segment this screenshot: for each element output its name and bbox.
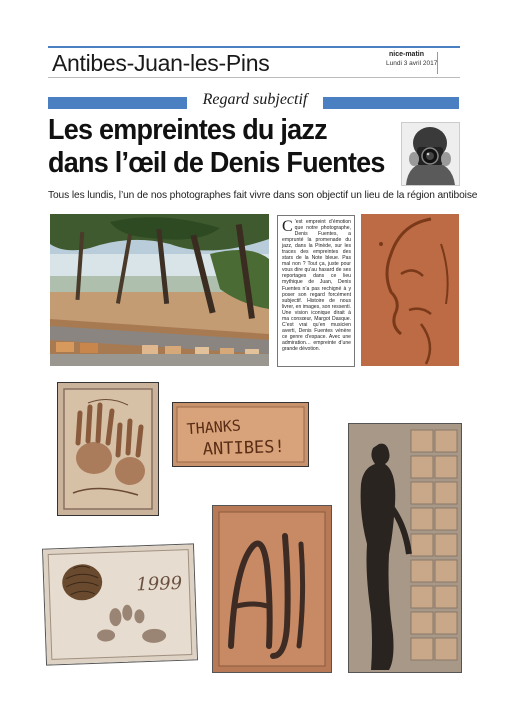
year-engraving: 1999: [135, 572, 183, 596]
headline-line-1: Les empreintes du jazz: [48, 114, 327, 146]
photo-aj-letters: [212, 505, 332, 673]
kicker-bar-right: [323, 97, 459, 109]
headline: [48, 114, 385, 180]
photo-thanks-antibes: [172, 402, 309, 467]
photo-pinede-promenade: [50, 214, 269, 366]
headline-line-2: dans l’œil de Denis Fuentes: [48, 147, 385, 179]
thanks-line-1: THANKS: [186, 416, 242, 439]
thanks-line-2: ANTIBES!: [202, 436, 286, 460]
article-text: ’est empreint d’émotion que notre photographe, Denis Fuentes, a emprunté la promenade du jazz, dans la Pinède, sur les traces des empreintes des stars de la Note bleue. Pas mal non ? Tout ça, juste pour vous dire qu’au hasard de ses reportages dans ce lieu mythique de Juan, Denis Fuentes n’a pas rechigné à y poser son regard forcément subjectif. Histoire de nous livrer, en images, son ressenti. Une vision iconique dirait à ma consœur, Margot Dasque. C’est vrai qu’en musicien averti, Denis Fuentes vénère ce genre d’espace. Avec une admiration… empreinte d’une grande dévotion.: [282, 219, 351, 352]
photo-face-engraving: [361, 214, 459, 366]
masthead-top-rule: [48, 46, 460, 48]
photo-pinecone-1999: [42, 543, 198, 665]
article-dropcap: C: [282, 218, 293, 235]
photo-hand-prints: [57, 382, 159, 516]
masthead-under-rule: [48, 77, 460, 78]
section-title: Antibes-Juan-les-Pins: [52, 50, 270, 76]
issue-date: Lundi 3 avril 2017: [386, 60, 438, 67]
masthead-divider: [437, 52, 438, 74]
kicker-bar-left: [48, 97, 187, 109]
standfirst: Tous les lundis, l’un de nos photographes fait vivre dans son objectif un lieu de la région antiboise: [48, 190, 478, 201]
photo-shadow-on-wall: [348, 423, 462, 673]
photographer-portrait: [401, 122, 460, 186]
article-body: [277, 215, 355, 367]
kicker-label: Regard subjectif: [202, 91, 308, 108]
newspaper-brand: nice-matin: [389, 51, 425, 58]
